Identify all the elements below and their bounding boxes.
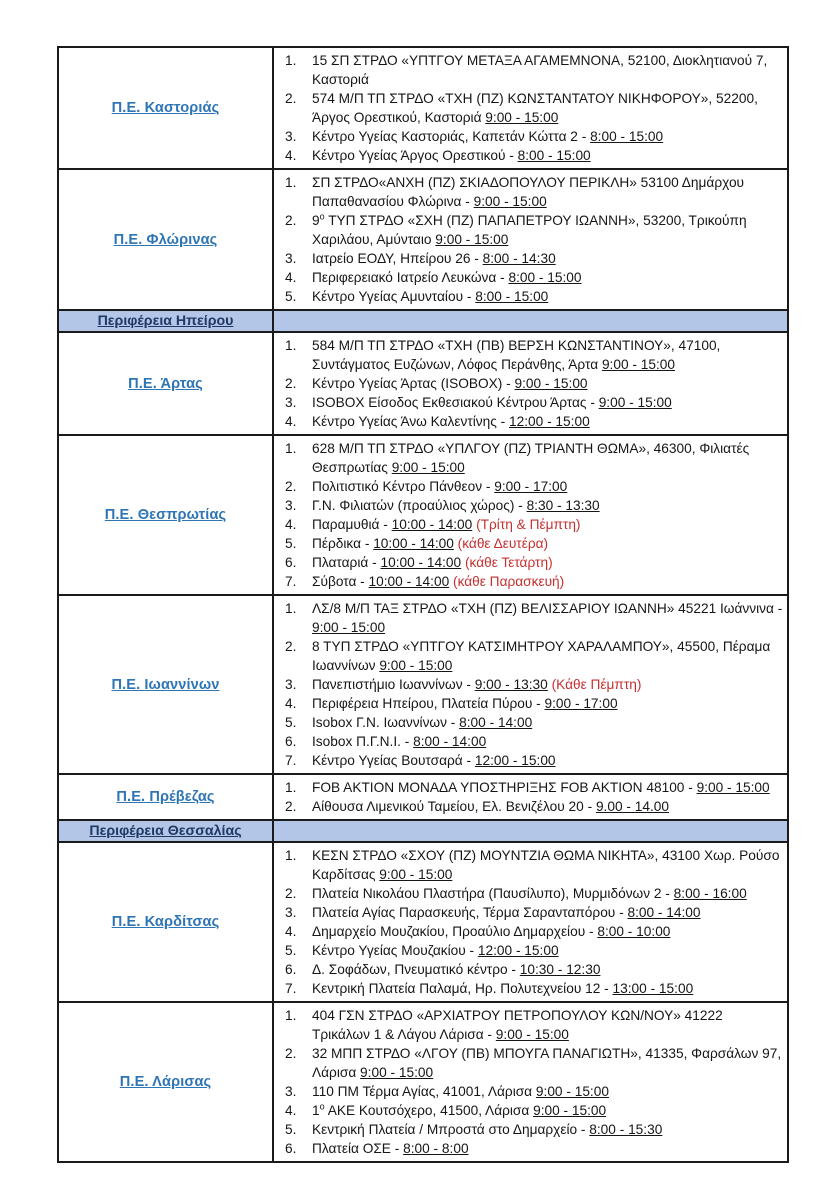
day-note: (κάθε Δευτέρα): [457, 536, 549, 551]
region-row: [58, 595, 788, 774]
region-cell: [58, 1002, 273, 1162]
location-item: [274, 477, 783, 496]
region-cell: [58, 842, 273, 1002]
location-text: Πολιτιστικό Κέντρο Πάνθεον -: [312, 479, 495, 494]
location-text: 584 Μ/Π ΤΠ ΣΤΡΔΟ «ΤΧΗ (ΠΒ) ΒΕΡΣΗ ΚΩΝΣΤΑΝΤΙΝΟΥ», 47100, Συντάγματος Ευζώνων, Λόφος Περάνθης, Άρτα: [312, 338, 721, 372]
hours: 8:00 - 15:30: [589, 1122, 663, 1137]
locations-list: [274, 173, 783, 306]
hours: 8:00 - 15:00: [508, 270, 582, 285]
location-item: [274, 393, 783, 412]
hours: 10:00 - 14:00: [380, 555, 462, 570]
locations-list: [274, 336, 783, 431]
region-cell: [58, 435, 273, 595]
location-text: Κέντρο Υγείας Άνω Καλεντίνης -: [312, 414, 510, 429]
location-item: [274, 694, 783, 713]
hours: 8:00 - 16:00: [673, 886, 747, 901]
location-text: Κεντρική Πλατεία Παλαμά, Ηρ. Πολυτεχνείου 12 -: [312, 981, 613, 996]
hours: 8:00 - 15:00: [517, 148, 591, 163]
hours: 9:00 - 15:00: [533, 1103, 607, 1118]
location-item: [274, 249, 783, 268]
locations-list: [274, 439, 783, 591]
location-text: Κέντρο Υγείας Άρτας (ISOBOX) -: [312, 376, 515, 391]
hours: 8:00 - 14:00: [413, 734, 487, 749]
location-item: [274, 268, 783, 287]
location-text: Δ. Σοφάδων, Πνευματικό κέντρο -: [312, 962, 520, 977]
location-text: Isobox Π.Γ.Ν.Ι. -: [312, 734, 414, 749]
hours: 8:00 - 14:30: [482, 251, 556, 266]
hours: 9:00 - 15:00: [391, 460, 465, 475]
location-text: Ιατρείο ΕΟΔΥ, Ηπείρου 26 -: [312, 251, 483, 266]
hours: 9.00 - 14.00: [595, 799, 669, 814]
location-text: 574 Μ/Π ΤΠ ΣΤΡΔΟ «ΤΧΗ (ΠΖ) ΚΩΝΣΤΑΝΤΑΤΟΥ ΝΙΚΗΦΟΡΟΥ», 52200, Άργος Ορεστικού, Καστοριά: [312, 91, 758, 125]
hours: 10:00 - 14:00: [373, 536, 454, 551]
location-text: 1: [312, 1103, 320, 1118]
region-cell: [58, 774, 273, 820]
locations-list: [274, 51, 783, 165]
locations-list: [274, 846, 783, 998]
hours: 8:00 - 15:00: [475, 289, 549, 304]
location-item: [274, 713, 783, 732]
hours: 8:30 - 13:30: [526, 498, 600, 513]
location-item: [274, 553, 783, 572]
hours: 9:00 - 15:00: [435, 232, 509, 247]
location-text: Κέντρο Υγείας Αμυνταίου -: [312, 289, 476, 304]
location-text: 404 ΓΣΝ ΣΤΡΔΟ «ΑΡΧΙΑΤΡΟΥ ΠΕΤΡΟΠΟΥΛΟΥ ΚΩΝ/ΝΟΥ» 41222 Τρικάλων 1 & Λάγου Λάρισα -: [312, 1008, 723, 1042]
locations-cell: [273, 47, 788, 169]
location-item: [274, 1139, 783, 1158]
location-item: [274, 797, 783, 816]
location-item: [274, 903, 783, 922]
hours: 13:00 - 15:00: [612, 981, 694, 996]
locations-cell: [273, 1002, 788, 1162]
location-item: [274, 884, 783, 903]
location-item: [274, 1006, 783, 1044]
region-link[interactable]: Π.Ε. Φλώρινας: [113, 231, 218, 248]
hours: 10:00 - 14:00: [391, 517, 473, 532]
location-text: 9: [312, 213, 320, 228]
hours: 9:00 - 15:00: [514, 376, 588, 391]
location-item: [274, 1082, 783, 1101]
location-item: [274, 336, 783, 374]
hours: 9:00 - 15:00: [360, 1065, 434, 1080]
region-link[interactable]: Π.Ε. Καρδίτσας: [111, 914, 220, 930]
hours: 8:00 - 14:00: [627, 905, 701, 920]
hours: 9:00 - 17:00: [544, 696, 618, 711]
location-text: Κεντρική Πλατεία / Μπροστά στο Δημαρχείο -: [312, 1122, 590, 1137]
locations-list: [274, 1006, 783, 1158]
section-header-row: [58, 820, 788, 842]
location-item: [274, 146, 783, 165]
location-item: [274, 572, 783, 591]
section-header-cell: [58, 820, 273, 842]
hours: 8:00 - 10:00: [597, 924, 671, 939]
day-note: (κάθε Παρασκευή): [453, 574, 565, 589]
location-text: Πλατεία Αγίας Παρασκευής, Τέρμα Σαρανταπόρου -: [312, 905, 628, 920]
region-row: [58, 332, 788, 435]
locations-cell: [273, 169, 788, 310]
location-text: Γ.Ν. Φιλιατών (προαύλιος χώρος) -: [312, 498, 527, 513]
region-row: [58, 842, 788, 1002]
location-item: [274, 287, 783, 306]
location-item: [274, 51, 783, 89]
region-cell: [58, 169, 273, 310]
location-text: 8 ΤΥΠ ΣΤΡΔΟ «ΥΠΤΓΟΥ ΚΑΤΣΙΜΗΤΡΟΥ ΧΑΡΑΛΑΜΠΟΥ», 45500, Πέραμα Ιωαννίνων: [312, 639, 771, 673]
location-text: 110 ΠΜ Τέρμα Αγίας, 41001, Λάρισα: [312, 1084, 536, 1099]
location-item: [274, 89, 783, 127]
region-row: [58, 169, 788, 310]
locations-cell: [273, 842, 788, 1002]
region-link[interactable]: Π.Ε. Θεσπρωτίας: [104, 507, 227, 523]
location-text: 15 ΣΠ ΣΤΡΔΟ «ΥΠΤΓΟΥ ΜΕΤΑΞΑ ΑΓΑΜΕΜΝΟΝΑ, 52100, Διοκλητιανού 7, Καστοριά: [312, 53, 768, 87]
hours: 12:00 - 15:00: [474, 753, 556, 768]
location-item: [274, 439, 783, 477]
locations-cell: [273, 595, 788, 774]
location-text: ΚΕΣΝ ΣΤΡΔΟ «ΣΧΟΥ (ΠΖ) ΜΟΥΝΤΖΙΑ ΘΩΜΑ ΝΙΚΗΤΑ», 43100 Χωρ. Ρούσο Καρδίτσας: [312, 848, 780, 882]
location-text: Δημαρχείο Μουζακίου, Προαύλιο Δημαρχείου -: [312, 924, 598, 939]
location-text: ΤΥΠ ΣΤΡΔΟ «ΣΧΗ (ΠΖ) ΠΑΠΑΠΕΤΡΟΥ ΙΩΑΝΝΗ», 53200, Τρικούπη Χαριλάου, Αμύνταιο: [312, 213, 747, 247]
hours: 9:00 - 15:00: [485, 110, 559, 125]
location-text: Κέντρο Υγείας Καστοριάς, Καπετάν Κώττα 2 -: [312, 129, 591, 144]
hours: 8:00 - 8:00: [403, 1141, 469, 1156]
location-text: Αίθουσα Λιμενικού Ταμείου, Ελ. Βενιζέλου 20 -: [312, 799, 596, 814]
location-item: [274, 732, 783, 751]
location-item: [274, 675, 783, 694]
section-header-spacer-cell: [273, 310, 788, 332]
hours: 9:00 - 13:30: [474, 677, 548, 692]
hours: 9:00 - 15:00: [601, 357, 675, 372]
hours: 9:00 - 15:00: [379, 658, 453, 673]
location-item: [274, 979, 783, 998]
location-item: [274, 412, 783, 431]
hours: 9:00 - 15:00: [535, 1084, 609, 1099]
section-header-spacer-cell: [273, 820, 788, 842]
location-item: [274, 374, 783, 393]
location-text: Περιφέρεια Ηπείρου, Πλατεία Πύρου -: [312, 696, 545, 711]
location-text: Πλαταριά -: [312, 555, 381, 570]
day-note: (Κάθε Πέμπτη): [551, 677, 642, 692]
location-text: ΣΠ ΣΤΡΔΟ«ΑΝΧΗ (ΠΖ) ΣΚΙΑΔΟΠΟΥΛΟΥ ΠΕΡΙΚΛΗ» 53100 Δημάρχου Παπαθανασίου Φλώρινα -: [312, 175, 745, 209]
location-item: [274, 751, 783, 770]
hours: 10:30 - 12:30: [519, 962, 601, 977]
locations-cell: [273, 332, 788, 435]
hours: 8:00 - 15:00: [590, 129, 664, 144]
hours: 9:00 - 15:00: [495, 1027, 569, 1042]
location-item: [274, 173, 783, 211]
region-row: [58, 435, 788, 595]
hours: 9:00 - 15:00: [696, 780, 770, 795]
location-text: Πλατεία ΟΣΕ -: [312, 1141, 404, 1156]
region-link[interactable]: Π.Ε. Πρέβεζας: [116, 789, 215, 805]
hours: 9:00 - 15:00: [379, 867, 453, 882]
ordinal-sup: ο: [319, 1101, 325, 1112]
hours: 9:00 - 15:00: [312, 620, 386, 635]
location-text: Κέντρο Υγείας Μουζακίου -: [312, 943, 478, 958]
location-item: [274, 846, 783, 884]
location-text: 628 Μ/Π ΤΠ ΣΤΡΔΟ «ΥΠΛΓΟΥ (ΠΖ) ΤΡΙΑΝΤΗ ΘΩΜΑ», 46300, Φιλιατές Θεσπρωτίας: [312, 441, 750, 475]
region-link[interactable]: Π.Ε. Ιωαννίνων: [111, 676, 220, 693]
section-header-cell: [58, 310, 273, 332]
location-item: [274, 637, 783, 675]
location-text: Πέρδικα -: [312, 536, 374, 551]
hours: 10:00 - 14:00: [368, 574, 450, 589]
location-text: Παραμυθιά -: [312, 517, 392, 532]
location-item: [274, 960, 783, 979]
region-cell: [58, 332, 273, 435]
location-text: ΛΣ/8 Μ/Π ΤΑΞ ΣΤΡΔΟ «ΤΧΗ (ΠΖ) ΒΕΛΙΣΣΑΡΙΟΥ ΙΩΑΝΝΗ» 45221 Ιωάννινα -: [312, 601, 783, 616]
region-row: [58, 1002, 788, 1162]
location-item: [274, 941, 783, 960]
section-header-row: [58, 310, 788, 332]
locations-list: [274, 778, 783, 816]
section-header-label: Περιφέρεια Ηπείρου: [97, 313, 234, 329]
vaccination-points-table: [57, 46, 789, 1163]
region-row: [58, 774, 788, 820]
location-text: Περιφερειακό Ιατρείο Λευκώνα -: [312, 270, 509, 285]
location-item: [274, 1120, 783, 1139]
region-link[interactable]: Π.Ε. Λάρισας: [119, 1074, 212, 1090]
location-item: [274, 1101, 783, 1120]
location-text: 32 ΜΠΠ ΣΤΡΔΟ «ΛΓΟΥ (ΠΒ) ΜΠΟΥΓΑ ΠΑΝΑΓΙΩΤΗ», 41335, Φαρσάλων 97, Λάρισα: [312, 1046, 782, 1080]
location-item: [274, 127, 783, 146]
region-row: [58, 47, 788, 169]
location-item: [274, 211, 783, 249]
location-item: [274, 599, 783, 637]
hours: 12:00 - 15:00: [509, 414, 590, 429]
locations-cell: [273, 774, 788, 820]
day-note: (Τρίτη & Πέμπτη): [476, 517, 581, 532]
hours: 9:00 - 15:00: [473, 194, 547, 209]
location-item: [274, 534, 783, 553]
location-item: [274, 496, 783, 515]
ordinal-sup: ο: [319, 211, 325, 222]
hours: 8:00 - 14:00: [459, 715, 533, 730]
region-cell: [58, 595, 273, 774]
locations-list: [274, 599, 783, 770]
location-text: FOB AKTION ΜΟΝΑΔΑ ΥΠΟΣΤΗΡΙΞΗΣ FOB AKTION 48100 -: [312, 780, 697, 795]
hours: 9:00 - 15:00: [598, 395, 672, 410]
location-text: Κέντρο Υγείας Άργος Ορεστικού -: [312, 148, 518, 163]
location-text: Πανεπιστήμιο Ιωαννίνων -: [312, 677, 475, 692]
hours: 12:00 - 15:00: [477, 943, 559, 958]
location-item: [274, 515, 783, 534]
locations-cell: [273, 435, 788, 595]
region-link[interactable]: Π.Ε. Άρτας: [128, 375, 203, 392]
location-text: Σύβοτα -: [312, 574, 369, 589]
location-text: Κέντρο Υγείας Βουτσαρά -: [312, 753, 475, 768]
location-text: Isobox Γ.Ν. Ιωαννίνων -: [312, 715, 460, 730]
region-link[interactable]: Π.Ε. Καστοριάς: [111, 100, 220, 116]
location-item: [274, 922, 783, 941]
location-item: [274, 1044, 783, 1082]
region-cell: [58, 47, 273, 169]
location-text: Πλατεία Νικολάου Πλαστήρα (Παυσίλυπο), Μυρμιδόνων 2 -: [312, 886, 674, 901]
location-text: ISOBOX Είσοδος Εκθεσιακού Κέντρου Άρτας -: [312, 395, 599, 410]
day-note: (κάθε Τετάρτη): [464, 555, 553, 570]
hours: 9:00 - 17:00: [494, 479, 568, 494]
section-header-label: Περιφέρεια Θεσσαλίας: [89, 823, 242, 839]
location-text: ΑΚΕ Κουτσόχερο, 41500, Λάρισα: [324, 1103, 534, 1118]
location-item: [274, 778, 783, 797]
